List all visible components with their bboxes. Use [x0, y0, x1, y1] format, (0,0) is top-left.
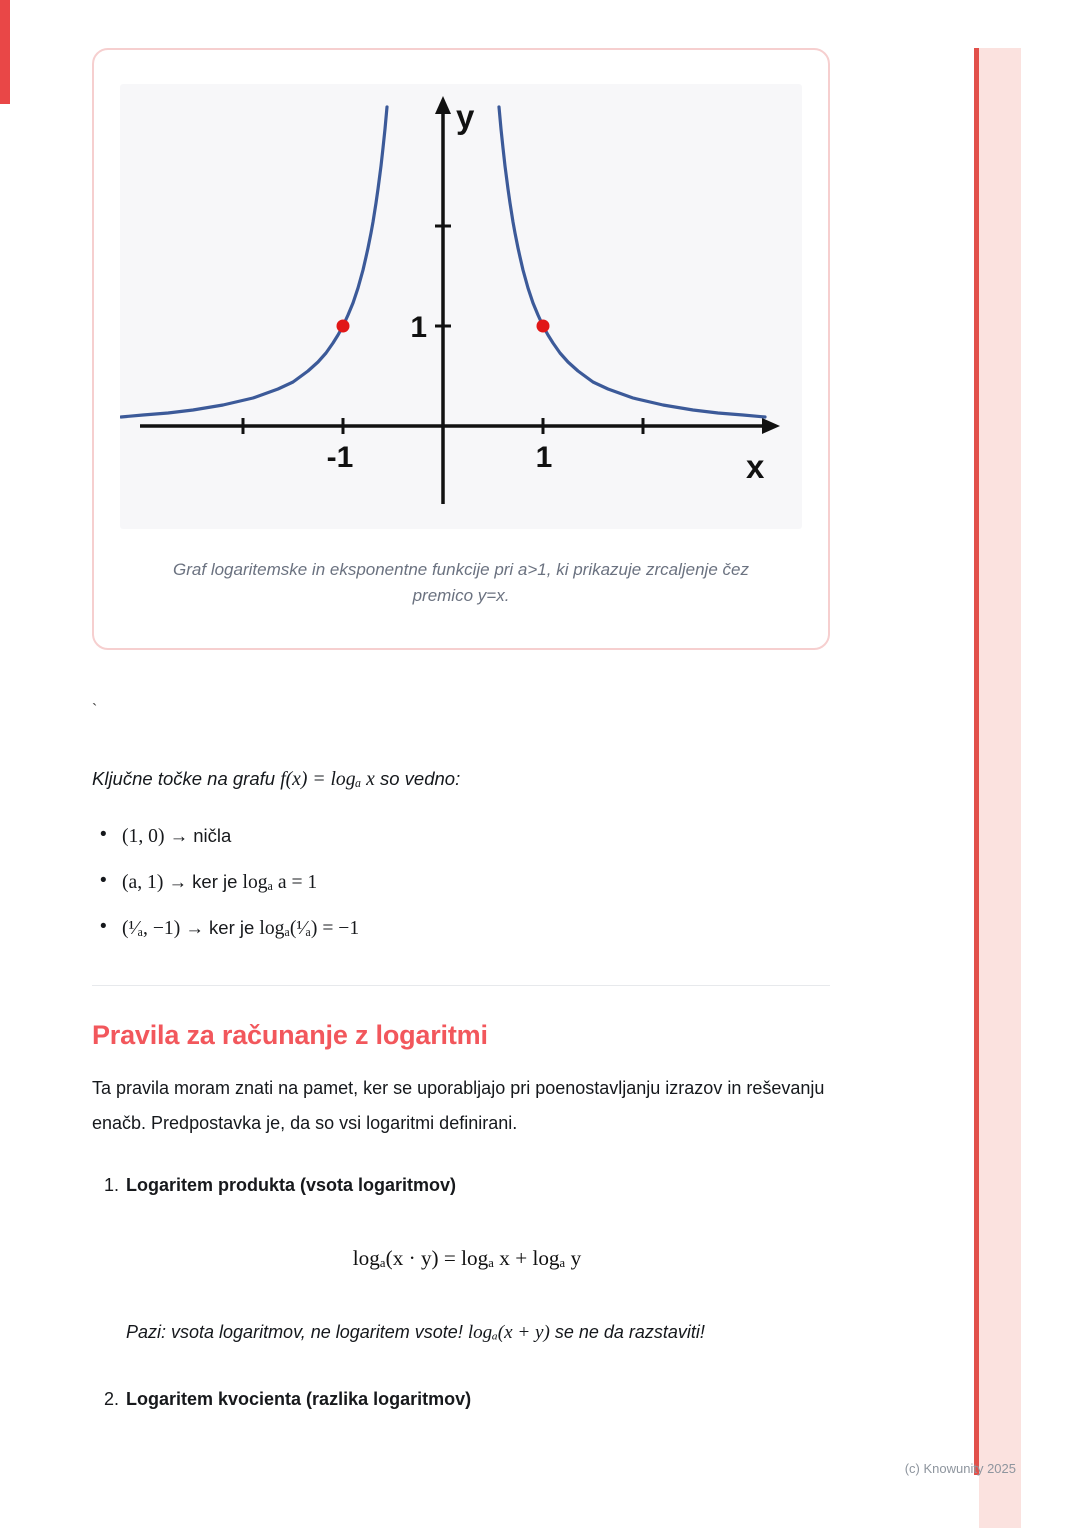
intro-math: f(x) = logₐ x — [280, 768, 375, 790]
intro-text-suffix: so vedno: — [374, 767, 461, 789]
rule-number: 1. — [104, 1174, 120, 1195]
rule-number: 2. — [104, 1388, 120, 1409]
bullet-math-2: logₐ a = 1 — [242, 871, 318, 893]
bullet-math: (1, 0) — [122, 825, 165, 847]
bullet-text: → ker je — [180, 916, 260, 938]
rules-list — [92, 1171, 830, 1414]
x-tick-label-minus1: -1 — [326, 441, 354, 474]
rule-item — [104, 1171, 830, 1347]
bullet-text: → ničla — [164, 824, 232, 846]
pazi-note — [126, 1318, 830, 1347]
stray-backtick: ` — [92, 701, 98, 719]
rule-title: Logaritem kvocienta (razlika logaritmov) — [126, 1388, 472, 1409]
pazi-text-suffix: se ne da razstaviti! — [549, 1321, 705, 1342]
y-tick-label-1: 1 — [410, 311, 427, 344]
formula-product — [104, 1244, 830, 1274]
rule-item — [104, 1385, 830, 1414]
copyright-text: (c) Knowunity 2025 — [904, 1461, 1016, 1476]
point-1-1 — [537, 320, 550, 333]
pazi-math: logₐ(x + y) — [467, 1321, 550, 1343]
pazi-text-prefix: Pazi: vsota logaritmov, ne logaritem vsote! — [126, 1321, 468, 1342]
right-margin-band — [979, 48, 1021, 1528]
bullet-math: (¹⁄ₐ, −1) — [122, 917, 181, 939]
log-exp-graph — [120, 84, 802, 529]
bullet-math-2: logₐ(¹⁄ₐ) = −1 — [259, 917, 360, 939]
list-item — [92, 867, 830, 897]
intro-text-prefix: Ključne točke na grafu — [92, 767, 281, 789]
rule-title: Logaritem produkta (vsota logaritmov) — [126, 1174, 457, 1195]
left-accent-stripe — [0, 0, 10, 104]
key-points-list — [92, 821, 830, 943]
figure-card — [92, 48, 830, 650]
list-item — [92, 913, 830, 943]
section-heading: Pravila za računanje z logaritmi — [92, 1019, 488, 1050]
document-content — [92, 0, 830, 1414]
y-axis-label: y — [456, 98, 475, 135]
bullet-math: (a, 1) — [122, 871, 164, 893]
figure-caption: Graf logaritemske in eksponentne funkcije pri a>1, ki prikazuje zrcaljenje čez premico y=x. — [173, 560, 749, 606]
key-points-intro — [92, 768, 830, 791]
formula-math: logₐ(x · y) = logₐ x + logₐ y — [352, 1245, 582, 1270]
section-intro: Ta pravila moram znati na pamet, ker se uporabljajo pri poenostavljanju izrazov in reševanju enačb. Predpostavka je, da so vsi logaritmi definirani. — [92, 1077, 825, 1133]
list-item — [92, 821, 830, 851]
section-divider — [92, 985, 830, 986]
x-axis-label: x — [746, 448, 765, 485]
right-margin-line — [974, 48, 979, 1475]
graph-background — [120, 84, 802, 529]
point-minus1-1 — [337, 320, 350, 333]
x-tick-label-1: 1 — [535, 441, 553, 474]
bullet-text: → ker je — [163, 870, 243, 892]
graph-image — [120, 84, 802, 529]
